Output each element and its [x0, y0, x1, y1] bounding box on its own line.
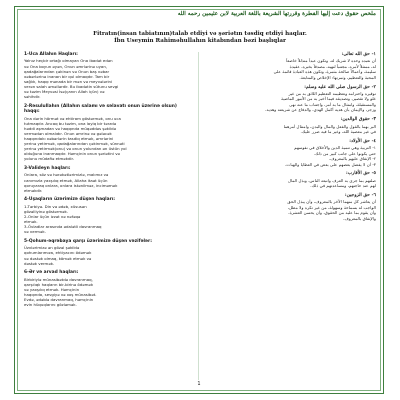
turkish-section-line: haqqındakı xəbərlərin tasdiq etmək, əmrlərini: [24, 135, 114, 141]
arabic-section-line: الواجب له بسماحة وسهولة، من غير تكره ولا مطل،: [287, 204, 376, 210]
arabic-section: [210, 52, 376, 80]
turkish-section-line: etməkdir.: [24, 187, 43, 193]
arabic-section: [210, 139, 376, 167]
turkish-column: [24, 52, 187, 312]
arabic-section-line: توقيره واحترامه وتعظيمه التعظيم اللائق به من غير: [288, 90, 376, 96]
arabic-section: [210, 117, 376, 134]
arabic-section-line: صلتهم بما جرى به العرف واتبعه الناس، وبذل المال: [287, 177, 376, 183]
arabic-section-line: البر بهما بالقول والفعل والمال والبدن، وامتثال أمرهما: [283, 123, 376, 129]
turkish-section-line: Ona dərin hörmət və ehtiram göstərmək, onu uca: [24, 115, 121, 121]
turkish-section-line: canımızla yaxşılıq etmək, Allaha itaət üçün: [24, 177, 108, 183]
turkish-section-title: 5-Qohum-əqrəbaya qarşı üzərimizə düşən vəzifələr:: [24, 238, 152, 244]
turkish-section-line: və təzim Meyvəsi İsə(çanın Allah içün) və: [24, 88, 105, 94]
turkish-section-line: etmək.: [24, 219, 38, 225]
turkish-section: [24, 239, 187, 266]
turkish-section-line: yerinə yetirmək(onu) və onun yolundan ən üstün yol: [24, 146, 127, 152]
turkish-section-line: tutmaqdır. Ancaq bu təzim, ona layiq bir tərzdə: [24, 120, 117, 126]
turkish-section-line: 1-Tərbiyə. Din və ədəb, xüsusən: [24, 203, 87, 209]
turkish-section-line: qohumlarımıza, ehtiyacını ödəmək: [24, 250, 92, 256]
arabic-section-line: غلو ولا تقصير، وتصديقه فيما أخبر به من الأمور الماضية: [281, 96, 376, 102]
turkish-section-line: səhihdir.: [24, 94, 41, 100]
arabic-section-line: وأن يقوم بما عليه من الحقوق، وأن يحسن العشرة،: [288, 210, 376, 216]
turkish-section-line: Birbiriylə münasibətdə davranmaq,: [24, 276, 93, 282]
arabic-column: [210, 52, 376, 225]
arabic-section-line: سليمة، وأعمالاً صالحة مثمرة، وتكون هذه العبادة قائمة على: [273, 69, 376, 75]
turkish-section-line: verən salah əməllərdir. Bu ibadətin sütunu sevgi: [24, 83, 119, 89]
arabic-section-title: ٤- حق الأولاد:: [349, 138, 376, 144]
arabic-section-line: في غير معصية الله، وغير ما فيه ضرر عليك.: [300, 129, 376, 135]
arabic-section-line: أن يعاشر كل منهما الآخر بالمعروف، وأن يبذل الحق: [287, 199, 376, 205]
turkish-section: [24, 104, 187, 162]
turkish-section-line: evin hüquqlarını gözləmək.: [24, 302, 77, 308]
turkish-section-line: yolunu müdafiə etməkdir.: [24, 156, 74, 162]
column-divider: [198, 52, 199, 380]
turkish-section-line: Onlara, söz və hərəkətlərimizlə, malımız və: [24, 172, 109, 178]
arabic-section-line: ١- التربية وهي تنمية الدين والأخلاق في نفوسهم: [294, 145, 376, 151]
turkish-section: [24, 197, 187, 234]
arabic-section-line: أن نعبده وحده لا شريك له، وتكون عبداً متذللاً خاضعاً: [286, 58, 376, 64]
arabic-section-title: ٢- حق الرسول صلى الله عليه وسلم:: [304, 84, 376, 90]
turkish-section-title: 3-Valideyn haqları:: [24, 166, 71, 171]
arabic-section-title: ٣- حقوق الوالدين:: [340, 117, 376, 123]
turkish-section-line: və dəstək olmaq, kömək etmək və: [24, 255, 92, 261]
arabic-section-line: وزجر، والإيمان بأن هديه أكمل الهدي، والدفاع عن شريعته وهديه.: [265, 107, 376, 113]
turkish-title: [24, 31, 376, 45]
arabic-section-line: له، ممتثلاً لأمره، مجتنباً لنهيه، مصدقاً بخبره، عقيدة: [289, 63, 376, 69]
arabic-section-line: والإنفاق بالمعروف.: [343, 215, 376, 221]
arabic-section-line: لهم عند حاجتهم، ومساعدتهم في ذلك.: [310, 183, 376, 189]
page-number: 1: [197, 381, 201, 387]
turkish-section-line: 2-Onlar üçün izzət və nəfəqə: [24, 213, 81, 219]
turkish-section-line: həddi aşmadan və haqqında müqəddəs şəkildə: [24, 125, 117, 131]
arabic-section-title: ٦- حق الزوجين:: [344, 192, 376, 198]
arabic-section-line: ٢- الإنفاق عليهم بالمعروف.: [328, 156, 376, 162]
turkish-section-line: Evdə, ədəblə davranmaq, həmçinin: [24, 297, 94, 303]
arabic-section: [210, 193, 376, 221]
turkish-section-line: qoruyaraq onlara, onlara istənilməz, inciməmək: [24, 182, 118, 188]
turkish-section-line: və Ona boyun əyən, Onun əmrlərinə uyan,: [24, 63, 108, 69]
turkish-section: [24, 52, 187, 99]
turkish-section-line: 3-Övladlar arasında ədalətli davranmaq: [24, 224, 102, 230]
turkish-section-line: haqqında, sevgiyə və xoş münasibət.: [24, 292, 97, 297]
turkish-title-line-2: İbn Useymin Rahiməhullahın kitabından bəzi başlıqlar: [114, 38, 286, 45]
arabic-section-line: والمستقبلة، وامتثال ما به أمر، واجتناب ما عنه نهى: [289, 101, 376, 107]
turkish-section-line: xəbərlərinə inanan bir qul olmaqdır. Tam bir: [24, 73, 110, 79]
turkish-section-title: 2-Rəsulullahın (Allahın salamı və səlavatı onun üzərinə olsun) haqqı:: [24, 103, 177, 115]
turkish-section-line: və vermək.: [24, 229, 46, 235]
turkish-section: [24, 270, 187, 307]
turkish-section-line: qadağalarından çəkinən və Onun baş vəbar: [24, 68, 110, 74]
turkish-section-line: və yaxşılıq etmək. Həmçinin: [24, 286, 80, 292]
turkish-section-line: yerinə yetirmək, qadağalarından çəkinmək, sünnəti: [24, 141, 125, 147]
turkish-section-line: Üzvlərimizə ən gözəl şəkildə: [24, 245, 80, 251]
turkish-section-title: 4-Uşaqların üzərimizə düşən haqları:: [24, 197, 116, 203]
turkish-title-line-1: Fitratın(insan tabiatının)talab etdiyi və şəriətın təsdiq etdiyi haqlar.: [93, 31, 307, 37]
turkish-section-title: 1-Uca Allahın Haqları:: [24, 52, 78, 57]
arabic-header: ملخص حقوق دعت إليها الفطرة وقررتها الشريعة باللغة العربية لابن عثيمين رحمه الله: [177, 11, 376, 17]
arabic-section-line: ٣- أن لا يفضل بعضهم على بعض في العطايا والهبات.: [285, 161, 376, 167]
turkish-section-title: 6-Ər və arvad haqları:: [24, 270, 79, 276]
arabic-section-line: المحبة والتعظيم، وثمرتها: الإخلاص والمتابعة.: [299, 74, 376, 80]
turkish-section-line: dəstək vermək.: [24, 260, 55, 266]
arabic-section: [210, 171, 376, 188]
arabic-section-title: ١- حق الله تعالى:: [341, 52, 376, 57]
turkish-section-line: sağlık, haqqı mənada bir mən və meyvələrini: [24, 78, 113, 84]
arabic-section-title: ٥- حق الأقارب:: [346, 171, 376, 177]
turkish-section-line: olduğuna inanmaqdır. Həmçinin onun şəriətini və: [24, 151, 120, 157]
arabic-section: [210, 85, 376, 113]
turkish-section-line: gözəlliyinə göstərmək.: [24, 208, 69, 214]
turkish-section-line: vermədən olmalıdır. Onun əmrinə və gələcək: [24, 130, 112, 136]
turkish-section: [24, 166, 187, 193]
turkish-section-line: qarşılıqlı haqların bir-birinə ödəmək: [24, 281, 94, 287]
turkish-section-line: Yalnız heçbir ortağı olmayan Ona ibadət edən: [24, 58, 113, 64]
arabic-section-line: حتى يكونوا على جانب كبير من ذلك.: [313, 150, 376, 156]
